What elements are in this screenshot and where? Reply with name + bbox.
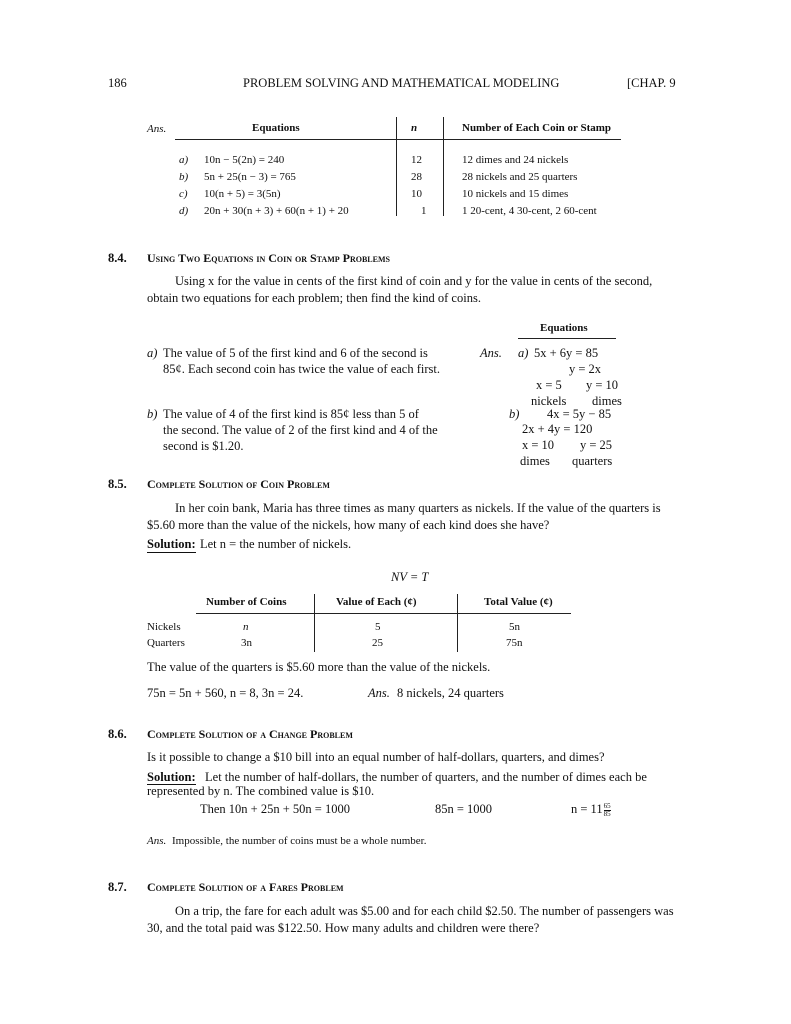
answer-text: 8 nickels, 24 quarters <box>397 686 504 700</box>
answer-text: Impossible, the number of coins must be a whole number. <box>172 835 427 847</box>
table-column-divider <box>396 117 397 216</box>
solution-equation: 85n = 1000 <box>435 802 493 816</box>
equations-header: Equations <box>540 322 588 334</box>
answer-x: x = 10 <box>522 438 555 452</box>
part-label: a) <box>147 346 158 360</box>
row-label: b) <box>179 171 189 183</box>
solution-equation <box>571 802 611 818</box>
ans-label: Ans. <box>147 123 167 135</box>
running-title: PROBLEM SOLVING AND MATHEMATICAL MODELING <box>243 76 560 90</box>
formula: NV = T <box>391 570 429 584</box>
table-header-total: Total Value (¢) <box>484 596 553 608</box>
solution-text: Let the number of half-dollars, the number of quarters, and the number of dimes each be represented by n. The combined value is $10. <box>147 770 647 798</box>
problem-text: In her coin bank, Maria has three times as many quarters as nickels. If the value of the quarters is $5.60 more than the value of the nickels, how many of each kind does she have? <box>147 501 661 532</box>
section-intro: Using x for the value in cents of the first kind of coin and y for the value in cents of the second, obtain two equations for each problem; then find the kind of coins. <box>147 274 653 305</box>
equations-header-rule <box>518 338 616 339</box>
row-equation: 20n + 30(n + 3) + 60(n + 1) + 20 <box>204 205 349 217</box>
table-header-n: n <box>411 122 418 134</box>
solution-equation: Then 10n + 25n + 50n = 1000 <box>200 802 350 816</box>
table-header-equations: Equations <box>252 122 300 134</box>
table-header-rule <box>196 613 571 614</box>
row-label: a) <box>179 154 189 166</box>
ans-part-label: b) <box>509 407 520 421</box>
row-value: 5 <box>375 621 381 633</box>
table-column-divider <box>457 594 458 652</box>
row-equation: 10(n + 5) = 3(5n) <box>204 188 281 200</box>
answer-equation: 4x = 5y − 85 <box>547 407 612 421</box>
answer-x-name: dimes <box>520 454 550 468</box>
table-header-rule <box>175 139 621 140</box>
answer-equation: 5x + 6y = 85 <box>534 346 599 360</box>
ans-label: Ans. <box>480 346 502 360</box>
row-count: n <box>243 621 249 633</box>
section-title: Complete Solution of a Fares Problem <box>147 880 344 894</box>
problem-text: the second. The value of 2 of the first kind and 4 of the <box>163 423 438 437</box>
answer-y: y = 10 <box>586 378 619 392</box>
row-value: 25 <box>372 637 383 649</box>
row-n: 28 <box>411 171 422 183</box>
section-number: 8.7. <box>108 880 127 894</box>
answer-x-name: nickels <box>531 394 567 408</box>
section-title: Complete Solution of a Change Problem <box>147 727 353 741</box>
section-title: Using Two Equations in Coin or Stamp Problems <box>147 251 390 265</box>
chapter-label: [CHAP. 9 <box>627 76 676 90</box>
solution-label: Solution: <box>147 537 196 551</box>
row-coins: 1 20-cent, 4 30-cent, 2 60-cent <box>462 205 597 217</box>
row-name: Quarters <box>147 637 185 649</box>
table-column-divider <box>443 117 444 216</box>
problem-text: Is it possible to change a $10 bill into an equal number of half-dollars, quarters, and dimes? <box>147 750 605 764</box>
section-number: 8.6. <box>108 727 127 741</box>
row-n: 12 <box>411 154 422 166</box>
problem-text: On a trip, the fare for each adult was $5.00 and for each child $2.50. The number of passengers was 30, and the total paid was $122.50. How many adults and children were there? <box>147 904 674 935</box>
ans-part-label: a) <box>518 346 529 360</box>
answer-equation: 2x + 4y = 120 <box>522 422 593 436</box>
solution-label: Solution: <box>147 770 196 784</box>
answer-y-name: dimes <box>592 394 622 408</box>
fraction-whole: n = 11 <box>571 802 603 816</box>
answer-x: x = 5 <box>536 378 562 392</box>
solution-equation: 75n = 5n + 560, n = 8, 3n = 24. <box>147 686 304 700</box>
solution-paragraph <box>147 770 682 798</box>
row-equation: 5n + 25(n − 3) = 765 <box>204 171 296 183</box>
part-label: b) <box>147 407 158 421</box>
problem-text: second is $1.20. <box>163 439 244 453</box>
problem-text: 85¢. Each second coin has twice the value of each first. <box>163 362 440 376</box>
answer-y-name: quarters <box>572 454 613 468</box>
row-equation: 10n − 5(2n) = 240 <box>204 154 285 166</box>
row-coins: 12 dimes and 24 nickels <box>462 154 569 166</box>
problem-text: The value of 4 of the first kind is 85¢ less than 5 of <box>163 407 419 421</box>
row-total: 5n <box>509 621 520 633</box>
ans-label: Ans. <box>147 835 167 847</box>
table-header-value: Value of Each (¢) <box>336 596 417 608</box>
section-number: 8.4. <box>108 251 127 265</box>
fraction-denominator: 85 <box>603 809 611 818</box>
row-n: 1 <box>421 205 427 217</box>
statement-text: The value of the quarters is $5.60 more than the value of the nickels. <box>147 660 491 674</box>
table-column-divider <box>314 594 315 652</box>
ans-label: Ans. <box>368 686 390 700</box>
row-name: Nickels <box>147 621 181 633</box>
row-label: c) <box>179 188 188 200</box>
section-title: Complete Solution of Coin Problem <box>147 477 330 491</box>
row-n: 10 <box>411 188 422 200</box>
table-header-coins: Number of Each Coin or Stamp <box>462 122 612 134</box>
table-header-count: Number of Coins <box>206 596 287 608</box>
row-count: 3n <box>241 637 252 649</box>
answer-y: y = 25 <box>580 438 613 452</box>
page-number: 186 <box>108 76 127 90</box>
row-coins: 10 nickels and 15 dimes <box>462 188 569 200</box>
fraction <box>604 803 611 818</box>
row-label: d) <box>179 205 189 217</box>
section-number: 8.5. <box>108 477 127 491</box>
row-coins: 28 nickels and 25 quarters <box>462 171 578 183</box>
solution-text: Let n = the number of nickels. <box>200 537 352 551</box>
row-total: 75n <box>506 637 523 649</box>
problem-text: The value of 5 of the first kind and 6 of the second is <box>163 346 428 360</box>
answer-equation: y = 2x <box>569 362 602 376</box>
fraction-numerator: 65 <box>603 801 611 810</box>
